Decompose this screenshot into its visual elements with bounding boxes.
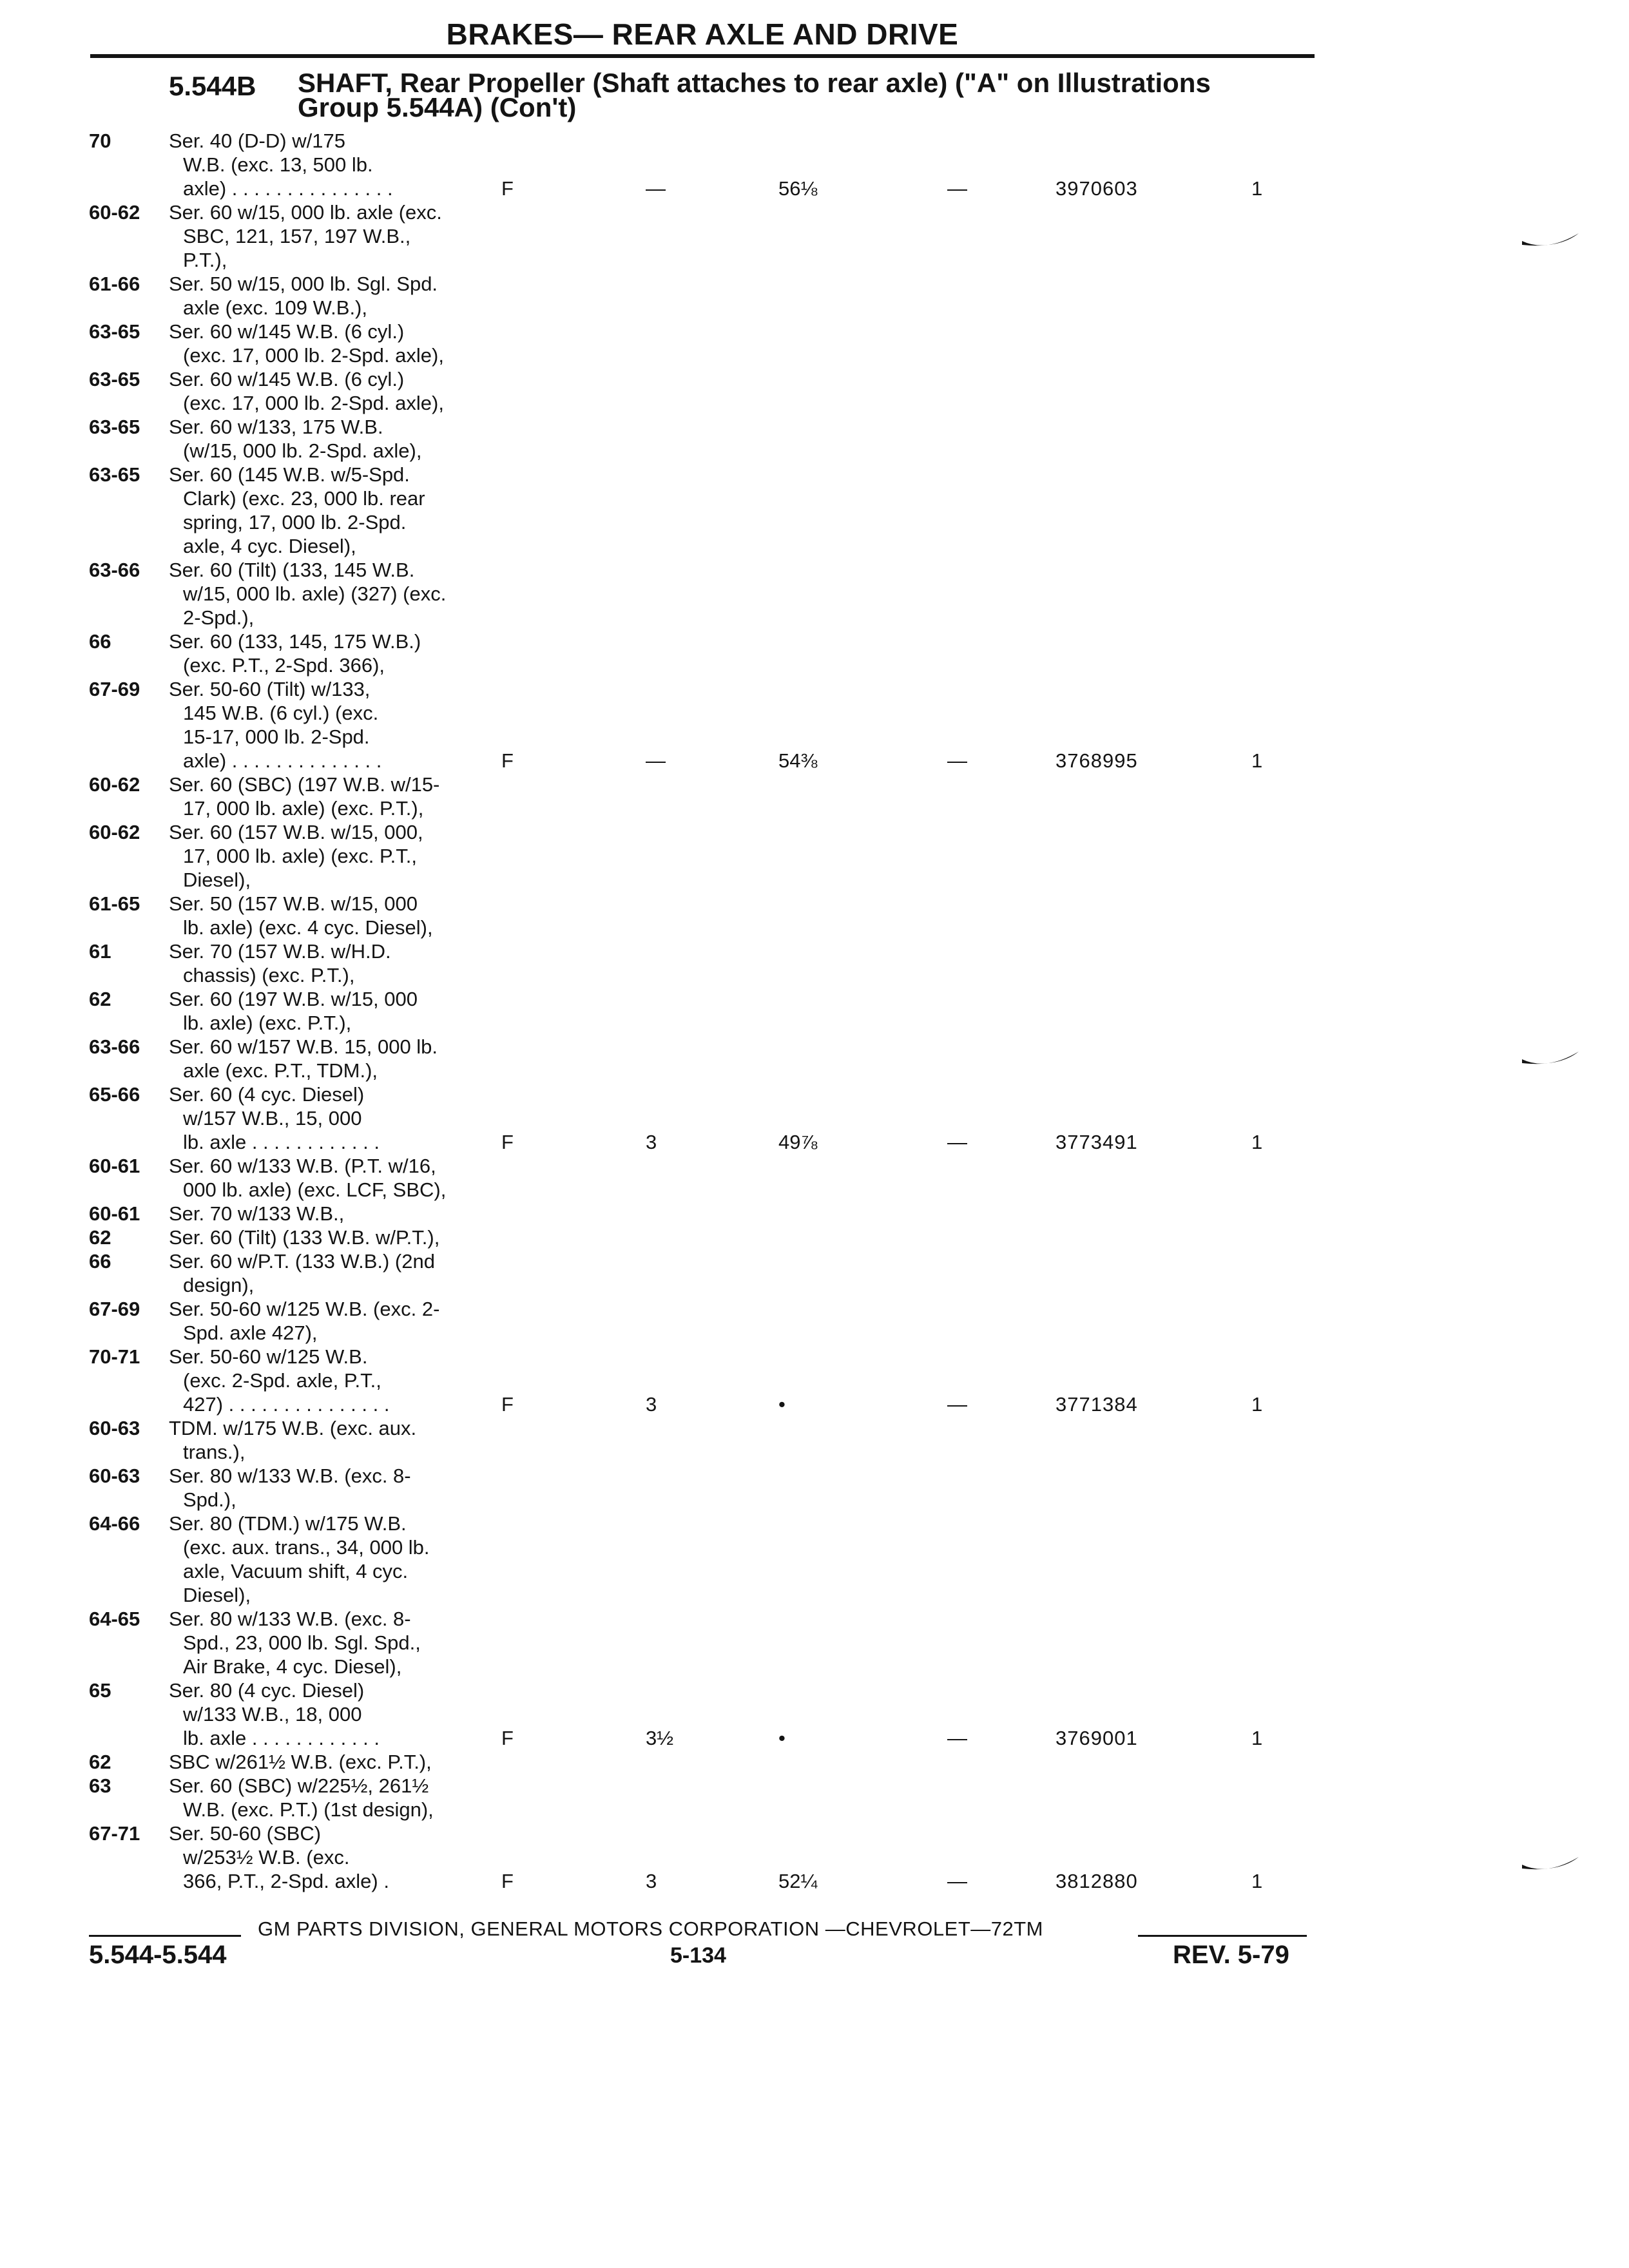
description-line: SBC w/261½ W.B. (exc. P.T.),	[169, 1751, 432, 1773]
spec-column-a: 3	[646, 1131, 657, 1153]
parts-entry	[0, 200, 1353, 272]
shaft-length: •	[778, 1393, 786, 1416]
model-year: 67-69	[89, 678, 140, 700]
description-line: axle (exc. 109 W.B.),	[183, 296, 367, 319]
description-line: Ser. 80 w/133 W.B. (exc. 8-	[169, 1465, 411, 1487]
spec-column-c: —	[947, 1870, 967, 1892]
quantity: 1	[1251, 1870, 1263, 1892]
parts-entry	[0, 629, 1353, 677]
quantity: 1	[1251, 1131, 1263, 1153]
model-year: 67-69	[89, 1298, 140, 1320]
description-line: 15-17, 000 lb. 2-Spd.	[183, 726, 370, 748]
description-line: axle (exc. P.T., TDM.),	[183, 1059, 378, 1082]
description-line: w/133 W.B., 18, 000	[183, 1703, 362, 1725]
illustration-code: F	[501, 749, 514, 772]
parts-entry	[0, 367, 1353, 415]
quantity: 1	[1251, 749, 1263, 772]
description-line: W.B. (exc. P.T.) (1st design),	[183, 1798, 434, 1821]
spec-column-a: 3½	[646, 1727, 674, 1749]
parts-entry	[0, 1082, 1353, 1154]
description-line: Ser. 50-60 (Tilt) w/133,	[169, 678, 371, 700]
model-year: 64-65	[89, 1608, 140, 1630]
model-year: 60-61	[89, 1202, 140, 1225]
model-year: 66	[89, 630, 111, 653]
model-year: 63-65	[89, 320, 140, 343]
footer-page-number: 5-134	[670, 1943, 726, 1968]
parts-entry	[0, 1154, 1353, 1202]
application-description	[169, 1249, 530, 1297]
model-year: 60-62	[89, 773, 140, 796]
description-line: 145 W.B. (6 cyl.) (exc.	[183, 702, 379, 724]
description-line: (exc. 17, 000 lb. 2-Spd. axle),	[183, 392, 444, 414]
model-year: 70	[89, 130, 111, 152]
spec-column-a: 3	[646, 1393, 657, 1416]
application-description	[169, 1225, 530, 1249]
model-year: 60-62	[89, 821, 140, 843]
illustration-code: F	[501, 1727, 514, 1749]
description-line: Ser. 60 (Tilt) (133 W.B. w/P.T.),	[169, 1226, 440, 1249]
application-description	[169, 1607, 530, 1678]
description-line: Diesel),	[183, 1584, 251, 1606]
description-line: Ser. 60 (4 cyc. Diesel)	[169, 1083, 365, 1106]
parts-entry	[0, 1249, 1353, 1297]
quantity: 1	[1251, 177, 1263, 200]
shaft-length: 49⅞	[778, 1131, 818, 1153]
description-line: (w/15, 000 lb. 2-Spd. axle),	[183, 439, 422, 462]
section-title: BRAKES— REAR AXLE AND DRIVE	[446, 17, 959, 51]
spec-column-c: —	[947, 1727, 967, 1749]
application-description	[169, 1297, 530, 1345]
description-line: Ser. 80 (TDM.) w/175 W.B.	[169, 1512, 407, 1535]
description-line: Ser. 60 (157 W.B. w/15, 000,	[169, 821, 423, 843]
illustration-code: F	[501, 1870, 514, 1892]
description-line: w/253½ W.B. (exc.	[183, 1846, 350, 1869]
description-line: 2-Spd.),	[183, 606, 255, 629]
application-description	[169, 1035, 530, 1082]
shaft-length: 52¼	[778, 1870, 818, 1892]
binder-hole-mark	[1521, 1048, 1580, 1073]
description-line: chassis) (exc. P.T.),	[183, 964, 355, 986]
part-number: 3773491	[1055, 1131, 1138, 1153]
application-description	[169, 1202, 530, 1225]
description-line: Ser. 80 w/133 W.B. (exc. 8-	[169, 1608, 411, 1630]
application-description	[169, 463, 530, 558]
spec-column-a: —	[646, 177, 666, 200]
model-year: 66	[89, 1250, 111, 1273]
description-line: axle, 4 cyc. Diesel),	[183, 535, 356, 557]
description-line: design),	[183, 1274, 255, 1296]
shaft-length: •	[778, 1727, 786, 1749]
description-line: Ser. 60 (133, 145, 175 W.B.)	[169, 630, 421, 653]
description-line: Air Brake, 4 cyc. Diesel),	[183, 1655, 402, 1678]
application-description	[169, 1345, 530, 1416]
description-line: Spd.),	[183, 1488, 236, 1511]
parts-entry	[0, 987, 1353, 1035]
description-line: Ser. 60 w/157 W.B. 15, 000 lb.	[169, 1035, 438, 1058]
parts-entry	[0, 1821, 1353, 1893]
application-description	[169, 1464, 530, 1512]
description-line: Ser. 60 w/P.T. (133 W.B.) (2nd	[169, 1250, 435, 1273]
description-line: axle) . . . . . . . . . . . . . . .	[183, 177, 393, 200]
parts-entry	[0, 1750, 1353, 1774]
description-line: (exc. P.T., 2-Spd. 366),	[183, 654, 385, 677]
description-line: w/15, 000 lb. axle) (327) (exc.	[183, 582, 447, 605]
application-description	[169, 1750, 530, 1774]
description-line: Ser. 70 w/133 W.B.,	[169, 1202, 345, 1225]
application-description	[169, 629, 530, 677]
illustration-code: F	[501, 1393, 514, 1416]
description-line: w/157 W.B., 15, 000	[183, 1107, 362, 1129]
application-description	[169, 987, 530, 1035]
description-line: Ser. 70 (157 W.B. w/H.D.	[169, 940, 391, 963]
description-line: Ser. 80 (4 cyc. Diesel)	[169, 1679, 365, 1702]
description-line: spring, 17, 000 lb. 2-Spd.	[183, 511, 407, 533]
parts-entry	[0, 1464, 1353, 1512]
description-line: lb. axle . . . . . . . . . . . .	[183, 1727, 380, 1749]
model-year: 62	[89, 988, 111, 1010]
parts-entry	[0, 1774, 1353, 1821]
description-line: Ser. 60 w/145 W.B. (6 cyl.)	[169, 320, 405, 343]
description-line: Ser. 50 w/15, 000 lb. Sgl. Spd.	[169, 273, 438, 295]
model-year: 61-65	[89, 892, 140, 915]
model-year: 63-66	[89, 1035, 140, 1058]
model-year: 60-61	[89, 1155, 140, 1177]
description-line: Ser. 60 w/133, 175 W.B.	[169, 416, 383, 438]
description-line: Ser. 60 (197 W.B. w/15, 000	[169, 988, 418, 1010]
model-year: 62	[89, 1751, 111, 1773]
footer-revision: REV. 5-79	[1173, 1941, 1289, 1969]
description-line: Ser. 60 w/133 W.B. (P.T. w/16,	[169, 1155, 436, 1177]
parts-entry	[0, 129, 1353, 200]
description-line: axle) . . . . . . . . . . . . . .	[183, 749, 382, 772]
illustration-code: F	[501, 1131, 514, 1153]
application-description	[169, 415, 530, 463]
parts-entry	[0, 677, 1353, 773]
model-year: 60-62	[89, 201, 140, 224]
model-year: 63-65	[89, 368, 140, 390]
description-line: trans.),	[183, 1441, 246, 1463]
parts-entry	[0, 1607, 1353, 1678]
application-description	[169, 1512, 530, 1607]
parts-entry	[0, 1202, 1353, 1225]
application-description	[169, 558, 530, 629]
footer-rule-left	[89, 1935, 241, 1937]
model-year: 63-65	[89, 416, 140, 438]
parts-entry	[0, 820, 1353, 892]
description-line: Ser. 60 (SBC) (197 W.B. w/15-	[169, 773, 440, 796]
shaft-length: 56⅛	[778, 177, 818, 200]
description-line: 427) . . . . . . . . . . . . . . .	[183, 1393, 390, 1416]
group-code: 5.544B	[169, 71, 256, 101]
description-line: 366, P.T., 2-Spd. axle) .	[183, 1870, 389, 1892]
application-description	[169, 1774, 530, 1821]
description-line: lb. axle . . . . . . . . . . . .	[183, 1131, 380, 1153]
application-description	[169, 820, 530, 892]
description-line: Ser. 60 (Tilt) (133, 145 W.B.	[169, 559, 415, 581]
part-number: 3769001	[1055, 1727, 1138, 1749]
parts-entry	[0, 272, 1353, 320]
description-line: 17, 000 lb. axle) (exc. P.T.,	[183, 845, 418, 867]
part-number: 3768995	[1055, 749, 1138, 772]
description-line: Clark) (exc. 23, 000 lb. rear	[183, 487, 425, 510]
spec-column-c: —	[947, 1393, 967, 1416]
part-number: 3771384	[1055, 1393, 1138, 1416]
parts-entry	[0, 773, 1353, 820]
parts-entry	[0, 1416, 1353, 1464]
description-line: lb. axle) (exc. P.T.),	[183, 1012, 352, 1034]
application-description	[169, 773, 530, 820]
quantity: 1	[1251, 1727, 1263, 1749]
description-line: W.B. (exc. 13, 500 lb.	[183, 153, 373, 176]
binder-hole-mark	[1521, 1853, 1580, 1879]
application-description	[169, 892, 530, 939]
parts-entry	[0, 558, 1353, 629]
model-year: 67-71	[89, 1822, 140, 1845]
model-year: 60-63	[89, 1417, 140, 1439]
parts-entry	[0, 463, 1353, 558]
application-description	[169, 320, 530, 367]
model-year: 61-66	[89, 273, 140, 295]
application-description	[169, 939, 530, 987]
description-line: (exc. aux. trans., 34, 000 lb.	[183, 1536, 430, 1559]
spec-column-c: —	[947, 1131, 967, 1153]
spec-column-c: —	[947, 177, 967, 200]
part-number: 3812880	[1055, 1870, 1138, 1892]
application-description	[169, 1416, 530, 1464]
shaft-length: 54⅜	[778, 749, 818, 772]
model-year: 62	[89, 1226, 111, 1249]
spec-column-a: —	[646, 749, 666, 772]
description-line: Ser. 40 (D-D) w/175	[169, 130, 345, 152]
group-title	[298, 68, 1303, 122]
application-description	[169, 129, 530, 200]
quantity: 1	[1251, 1393, 1263, 1416]
model-year: 61	[89, 940, 111, 963]
description-line: axle, Vacuum shift, 4 cyc.	[183, 1560, 409, 1582]
parts-entry	[0, 1035, 1353, 1082]
description-line: Ser. 60 (SBC) w/225½, 261½	[169, 1774, 429, 1797]
model-year: 63-66	[89, 559, 140, 581]
application-description	[169, 272, 530, 320]
model-year: 65	[89, 1679, 111, 1702]
group-title-line-1: SHAFT, Rear Propeller (Shaft attaches to rear axle) ("A" on Illustrations	[298, 68, 1211, 98]
description-line: Ser. 50-60 w/125 W.B. (exc. 2-	[169, 1298, 440, 1320]
parts-entry	[0, 1225, 1353, 1249]
application-description	[169, 677, 530, 773]
description-line: SBC, 121, 157, 197 W.B.,	[183, 225, 411, 247]
spec-column-a: 3	[646, 1870, 657, 1892]
description-line: 17, 000 lb. axle) (exc. P.T.),	[183, 797, 424, 820]
parts-entry	[0, 320, 1353, 367]
description-line: Ser. 60 (145 W.B. w/5-Spd.	[169, 463, 410, 486]
binder-hole-mark	[1521, 229, 1580, 255]
footer-group-range: 5.544-5.544	[89, 1941, 227, 1969]
parts-entry	[0, 1512, 1353, 1607]
header-rule	[90, 54, 1315, 58]
parts-entry	[0, 939, 1353, 987]
description-line: Ser. 50-60 w/125 W.B.	[169, 1345, 368, 1368]
illustration-code: F	[501, 177, 514, 200]
description-line: Diesel),	[183, 869, 251, 891]
group-title-line-2: Group 5.544A) (Con't)	[298, 92, 577, 122]
description-line: TDM. w/175 W.B. (exc. aux.	[169, 1417, 417, 1439]
description-line: 000 lb. axle) (exc. LCF, SBC),	[183, 1178, 447, 1201]
footer-corporation: GM PARTS DIVISION, GENERAL MOTORS CORPORATION —CHEVROLET—72TM	[258, 1917, 1044, 1940]
footer-rule-right	[1138, 1935, 1307, 1937]
description-line: Spd., 23, 000 lb. Sgl. Spd.,	[183, 1631, 421, 1654]
application-description	[169, 1821, 530, 1893]
description-line: Ser. 50-60 (SBC)	[169, 1822, 322, 1845]
parts-entry	[0, 1678, 1353, 1750]
parts-entry	[0, 1345, 1353, 1416]
description-line: P.T.),	[183, 249, 227, 271]
model-year: 60-63	[89, 1465, 140, 1487]
part-number: 3970603	[1055, 177, 1138, 200]
model-year: 64-66	[89, 1512, 140, 1535]
model-year: 65-66	[89, 1083, 140, 1106]
parts-entry	[0, 1297, 1353, 1345]
application-description	[169, 1678, 530, 1750]
application-description	[169, 1154, 530, 1202]
model-year: 63	[89, 1774, 111, 1797]
description-line: (exc. 17, 000 lb. 2-Spd. axle),	[183, 344, 444, 367]
description-line: Ser. 60 w/145 W.B. (6 cyl.)	[169, 368, 405, 390]
model-year: 70-71	[89, 1345, 140, 1368]
application-description	[169, 367, 530, 415]
spec-column-c: —	[947, 749, 967, 772]
application-description	[169, 1082, 530, 1154]
description-line: lb. axle) (exc. 4 cyc. Diesel),	[183, 916, 433, 939]
description-line: Ser. 50 (157 W.B. w/15, 000	[169, 892, 418, 915]
description-line: Ser. 60 w/15, 000 lb. axle (exc.	[169, 201, 442, 224]
description-line: (exc. 2-Spd. axle, P.T.,	[183, 1369, 381, 1392]
parts-entry	[0, 892, 1353, 939]
description-line: Spd. axle 427),	[183, 1321, 318, 1344]
parts-entry	[0, 415, 1353, 463]
model-year: 63-65	[89, 463, 140, 486]
application-description	[169, 200, 530, 272]
